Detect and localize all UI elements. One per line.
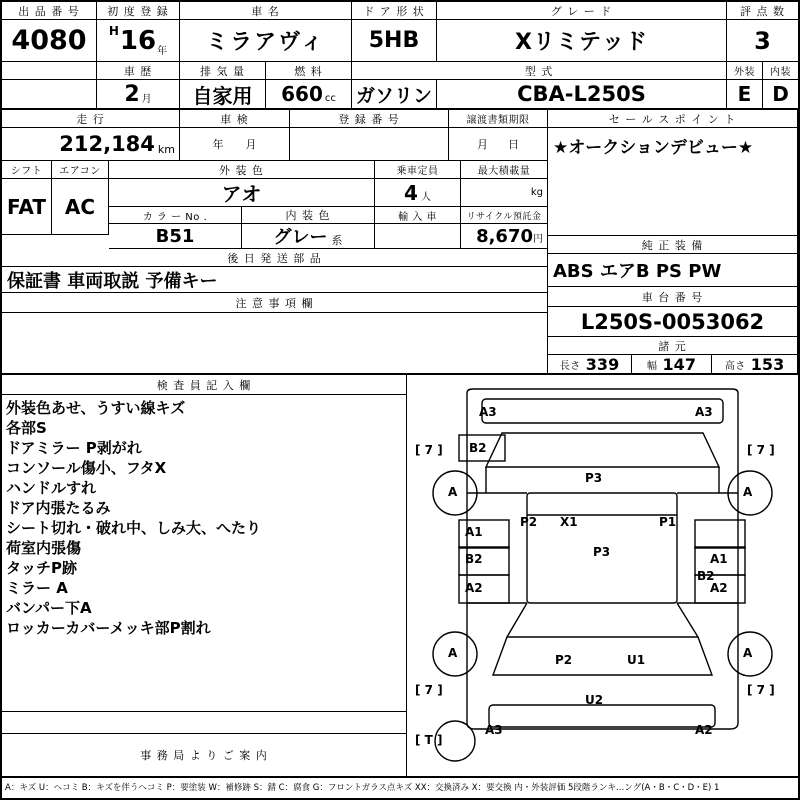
exterior-color-label: 外 装 色 bbox=[109, 161, 375, 179]
color-number-label: カ ラ ー No . bbox=[109, 207, 242, 224]
transfer-deadline-value: 月 日 bbox=[449, 128, 548, 161]
capacity-value: 4 人 bbox=[375, 179, 461, 207]
door-type-label: ド ア 形 状 bbox=[352, 2, 437, 20]
legend-text: A：キズ U：ヘコミ B：キズを伴うヘコミ P：要塗装 W：補修跡 S：錆 C：腐食 G：フロントガラス点キズ XX：交換済み X：要交換 内・外装評価 5段階ランキ…ング(A・B・C・D・E) 1 bbox=[5, 783, 720, 793]
fuel-label: 燃 料 bbox=[266, 62, 352, 80]
damage-mark: P2 bbox=[520, 515, 538, 529]
aircon-value: AC bbox=[52, 179, 109, 235]
damage-mark: B2 bbox=[465, 552, 483, 566]
damage-mark: P1 bbox=[659, 515, 677, 529]
damage-mark: [ 7 ] bbox=[747, 443, 775, 457]
score-value: 3 bbox=[727, 20, 798, 62]
first-registration-label: 初 度 登 録 bbox=[97, 2, 180, 20]
fuel-value: ガソリン bbox=[352, 80, 437, 110]
genuine-equipment-value: ABS エアB PS PW bbox=[548, 254, 798, 287]
interior-grade-label: 内装 bbox=[763, 62, 798, 80]
list-item: シート切れ・破れ中、しみ大、へたり bbox=[6, 519, 262, 537]
first-registration-value: H 16 年 bbox=[97, 20, 180, 62]
damage-mark: A2 bbox=[710, 581, 728, 595]
displacement-value: 660 cc bbox=[266, 80, 352, 110]
damage-mark: [ 7 ] bbox=[415, 683, 443, 697]
later-shipment-parts-value: 保証書 車両取説 予備キー bbox=[2, 267, 548, 293]
grade-label: グ レ ー ド bbox=[437, 2, 727, 20]
lot-number-value: 4080 bbox=[2, 20, 97, 62]
caution-label: 注 意 事 項 欄 bbox=[2, 293, 548, 313]
list-item: タッチP跡 bbox=[6, 559, 77, 577]
recycle-deposit-value: 8,670 円 bbox=[461, 224, 548, 249]
damage-mark: X1 bbox=[560, 515, 578, 529]
sales-point-value: ★オークションデビュー★ bbox=[548, 128, 798, 236]
list-item: 荷室内張傷 bbox=[6, 539, 82, 557]
damage-mark: P3 bbox=[585, 471, 603, 485]
damage-mark: B2 bbox=[697, 569, 715, 583]
damage-mark: A2 bbox=[465, 581, 483, 595]
model-name-value: ミラアヴィ bbox=[180, 20, 352, 62]
car-outline-svg bbox=[407, 375, 798, 778]
chassis-number-value: L250S-0053062 bbox=[548, 307, 798, 337]
vehicle-damage-diagram bbox=[407, 375, 798, 778]
recycle-deposit-label: リサイクル預託金 bbox=[461, 207, 548, 224]
damage-mark: A2 bbox=[695, 723, 713, 737]
exterior-grade-value: E bbox=[727, 80, 763, 110]
office-notice-title: 事 務 局 よ り ご 案 内 bbox=[2, 734, 407, 778]
model-name-label: 車 名 bbox=[180, 2, 352, 20]
spacer-left-2 bbox=[2, 80, 97, 110]
width-spec: 幅 147 bbox=[632, 355, 712, 375]
list-item: ロッカーカバーメッキ部P割れ bbox=[6, 619, 211, 637]
mileage-label: 走 行 bbox=[2, 110, 180, 128]
import-value bbox=[375, 224, 461, 249]
damage-mark: U1 bbox=[627, 653, 646, 667]
max-load-value: kg bbox=[461, 179, 548, 207]
list-item: ドア内張たるみ bbox=[6, 499, 111, 517]
damage-mark: A bbox=[743, 646, 753, 660]
damage-mark: B2 bbox=[469, 441, 487, 455]
length-spec: 長さ 339 bbox=[548, 355, 632, 375]
inspection-value: 年 月 bbox=[180, 128, 290, 161]
sales-point-label: セ ー ル ス ポ イ ン ト bbox=[548, 110, 798, 128]
inspector-notes-list bbox=[2, 395, 407, 712]
genuine-equipment-label: 純 正 装 備 bbox=[548, 236, 798, 254]
score-label: 評 点 数 bbox=[727, 2, 798, 20]
vehicle-history-value: 自家用 bbox=[180, 80, 266, 110]
inspector-notes-title: 検 査 員 記 入 欄 bbox=[2, 375, 407, 395]
type-value: CBA-L250S bbox=[437, 80, 727, 110]
list-item: バンパー下A bbox=[6, 599, 92, 617]
damage-mark: [ T ] bbox=[415, 733, 443, 747]
vehicle-history-label: 車 歴 bbox=[97, 62, 180, 80]
damage-mark: A bbox=[448, 646, 458, 660]
max-load-label: 最大積載量 bbox=[461, 161, 548, 179]
damage-mark: A1 bbox=[710, 552, 728, 566]
interior-color-label: 内 装 色 bbox=[242, 207, 375, 224]
registration-number-value bbox=[290, 128, 449, 161]
shift-value: FAT bbox=[2, 179, 52, 235]
caution-value bbox=[2, 313, 548, 375]
transfer-deadline-label: 譲渡書類期限 bbox=[449, 110, 548, 128]
office-notice-spacer bbox=[2, 712, 407, 734]
spacer-left-1 bbox=[2, 62, 97, 80]
interior-color-value: グレー 系 bbox=[242, 224, 375, 249]
list-item: 外装色あせ、うすい線キズ bbox=[6, 399, 186, 417]
grade-value: Xリミテッド bbox=[437, 20, 727, 62]
registration-number-label: 登 録 番 号 bbox=[290, 110, 449, 128]
first-registration-month: 2 月 bbox=[97, 80, 180, 110]
inspection-label: 車 検 bbox=[180, 110, 290, 128]
damage-mark: A1 bbox=[465, 525, 483, 539]
damage-mark: U2 bbox=[585, 693, 604, 707]
specs-label: 諸 元 bbox=[548, 337, 798, 355]
list-item: ミラー A bbox=[6, 579, 68, 597]
damage-mark: A3 bbox=[695, 405, 713, 419]
chassis-number-label: 車 台 番 号 bbox=[548, 287, 798, 307]
interior-grade-value: D bbox=[763, 80, 798, 110]
capacity-label: 乗車定員 bbox=[375, 161, 461, 179]
shift-label: シフト bbox=[2, 161, 52, 179]
mileage-value: 212,184 km bbox=[2, 128, 180, 161]
lot-number-label: 出 品 番 号 bbox=[2, 2, 97, 20]
list-item: 各部S bbox=[6, 419, 47, 437]
color-number-value: B51 bbox=[109, 224, 242, 249]
list-item: コンソール傷小、フタX bbox=[6, 459, 167, 477]
damage-mark: P3 bbox=[593, 545, 611, 559]
import-label: 輸 入 車 bbox=[375, 207, 461, 224]
height-spec: 高さ 153 bbox=[712, 355, 798, 375]
exterior-grade-label: 外装 bbox=[727, 62, 763, 80]
legend-footer bbox=[2, 776, 800, 798]
damage-mark: A3 bbox=[479, 405, 497, 419]
displacement-label: 排 気 量 bbox=[180, 62, 266, 80]
door-type-value: 5HB bbox=[352, 20, 437, 62]
type-label: 型 式 bbox=[352, 62, 727, 80]
damage-mark: P2 bbox=[555, 653, 573, 667]
damage-mark: A bbox=[448, 485, 458, 499]
exterior-color-value: アオ bbox=[109, 179, 375, 207]
damage-mark: [ 7 ] bbox=[415, 443, 443, 457]
damage-mark: [ 7 ] bbox=[747, 683, 775, 697]
damage-mark: A bbox=[743, 485, 753, 499]
list-item: ハンドルすれ bbox=[6, 479, 97, 497]
aircon-label: エアコン bbox=[52, 161, 109, 179]
damage-mark: A3 bbox=[485, 723, 503, 737]
later-shipment-parts-label: 後 日 発 送 部 品 bbox=[2, 249, 548, 267]
list-item: ドアミラー P剥がれ bbox=[6, 439, 142, 457]
